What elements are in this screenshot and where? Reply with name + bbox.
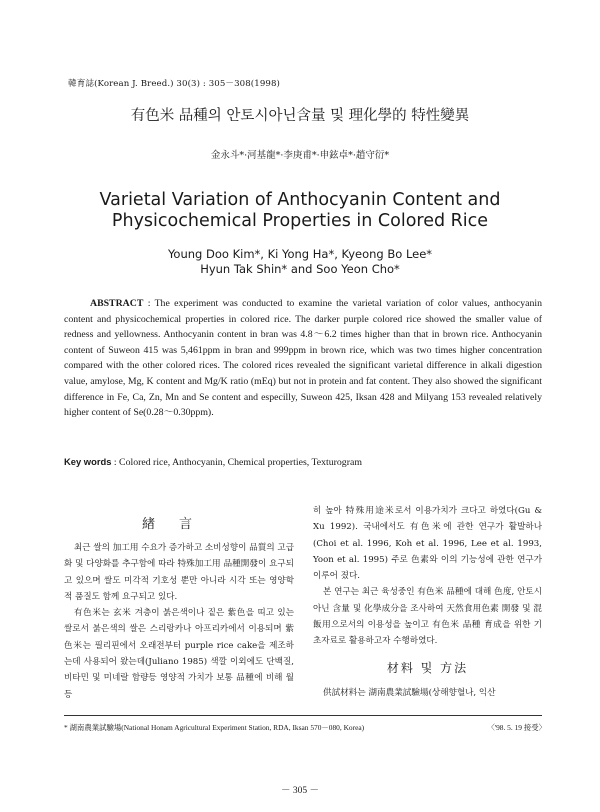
english-title — [0, 190, 600, 232]
methods-text: 湖南農業試驗場(상해향혈나, 익산 — [365, 688, 496, 698]
keywords-label: Key words — [64, 456, 112, 467]
english-title-line-1: Varietal Variation of Anthocyanin Content and — [99, 190, 501, 210]
footnote-divider — [64, 715, 542, 716]
english-title-line-2: Physicochemical Properties in Colored Rice — [111, 211, 489, 231]
right-paragraph-1: 히 높아 特殊用途米로서 이용가치가 크다고 하였다(Gu & Xu 1992). 국내에서도 有色米에 관한 연구가 활발하나(Choi et al. 1996, Koh et al. 1996, Lee et al. 1993, Yoon et al. 1995) 주로 色素와 이의 기능성에 관한 연구가 이루어 졌다. — [313, 506, 542, 582]
intro-heading: 緖言 — [141, 517, 216, 532]
methods-label: 供試材料는 — [323, 688, 366, 698]
keywords-text: : Colored rice, Anthocyanin, Chemical properties, Texturogram — [111, 457, 362, 468]
page-number: － 305 － — [280, 786, 319, 796]
received-date: 〈'98. 5. 19 接受〉 — [487, 723, 546, 732]
methods-first-line — [313, 686, 542, 698]
english-authors-line-2: Hyun Tak Shin* and Soo Yeon Cho* — [200, 262, 400, 276]
right-column — [313, 503, 542, 650]
korean-authors: 金永斗*·河基龍*·李庚甫*·申鉉卓*·趙守衍* — [210, 150, 390, 161]
keywords — [64, 456, 542, 468]
korean-title: 有色米 品種의 안토시아닌含量 및 理化學的 特性變異 — [130, 108, 470, 124]
intro-column — [64, 540, 294, 703]
methods-heading: 材料 및 方法 — [386, 661, 469, 675]
english-authors-line-1: Young Doo Kim*, Ki Yong Ha*, Kyeong Bo Lee* — [167, 247, 433, 261]
abstract-text: : The experiment was conducted to examine the varietal variation of color values, anthocyanin content and physicochemical properties in colored rice. The darker purple colored rice showed the smaller value of redness and yellowness. Anthocyanin content in bran was 4.8～6.2 times higher than that in brown rice. Anthocyanin content of Suweon 415 was 5,461ppm in bran and 999ppm in brown rice, which was two times higher concentration compared with the other colored rices. The colored rices revealed the significant varietal difference in alkali digestion value, amylose, Mg, K content and Mg/K ratio (mEq) but not in protein and fat content. They also showed the significant difference in Fe, Ca, Zn, Mn and Se content and especilly, Suweon 425, Iksan 428 and Milyang 153 revealed relatively higher content of Se(0.28～0.30ppm). — [64, 298, 542, 419]
affiliation-footnote: * 湖南農業試驗場(National Honam Agricultural Experiment Station, RDA, Iksan 570－080, Korea) — [64, 723, 365, 732]
journal-citation: 韓育誌(Korean J. Breed.) 30(3) : 305－308(1998) — [68, 79, 280, 89]
intro-paragraph-2: 有色米는 玄米 겨층이 붉은색이나 짙은 紫色을 띠고 있는 쌀로서 붉은색의 쌀은 스리랑카나 아프리카에서 이용되며 紫色米는 필리핀에서 오래전부터 purple rice cake을 제조하는데 사용되어 왔는데(Juliano 1985) 색깔 이외에도 단백질, 비타민 및 미네랄 함량등 영양적 가치가 보통 品種에 비해 월등 — [64, 608, 294, 700]
intro-paragraph-1: 최근 쌀의 加工用 수요가 증가하고 소비성향이 品質의 고급화 및 다양화를 추구함에 따라 特殊加工用 品種開發이 요구되고 있으며 쌀도 미각적 기호성 뿐만 아니라 시각 또는 영양학적 품질도 함께 요구되고 있다. — [64, 543, 294, 602]
english-authors — [0, 247, 600, 277]
abstract — [64, 296, 542, 421]
abstract-label: ABSTRACT — [90, 298, 144, 309]
right-paragraph-2: 본 연구는 최근 육성중인 有色米 品種에 대해 色度, 안토시아닌 含量 및 化學成分을 조사하여 天然食用色素 開發 및 混飯用으로서의 이용성을 높이고 有色米 品種 育成을 위한 기초자료로 활용하고자 수행하였다. — [313, 587, 542, 647]
